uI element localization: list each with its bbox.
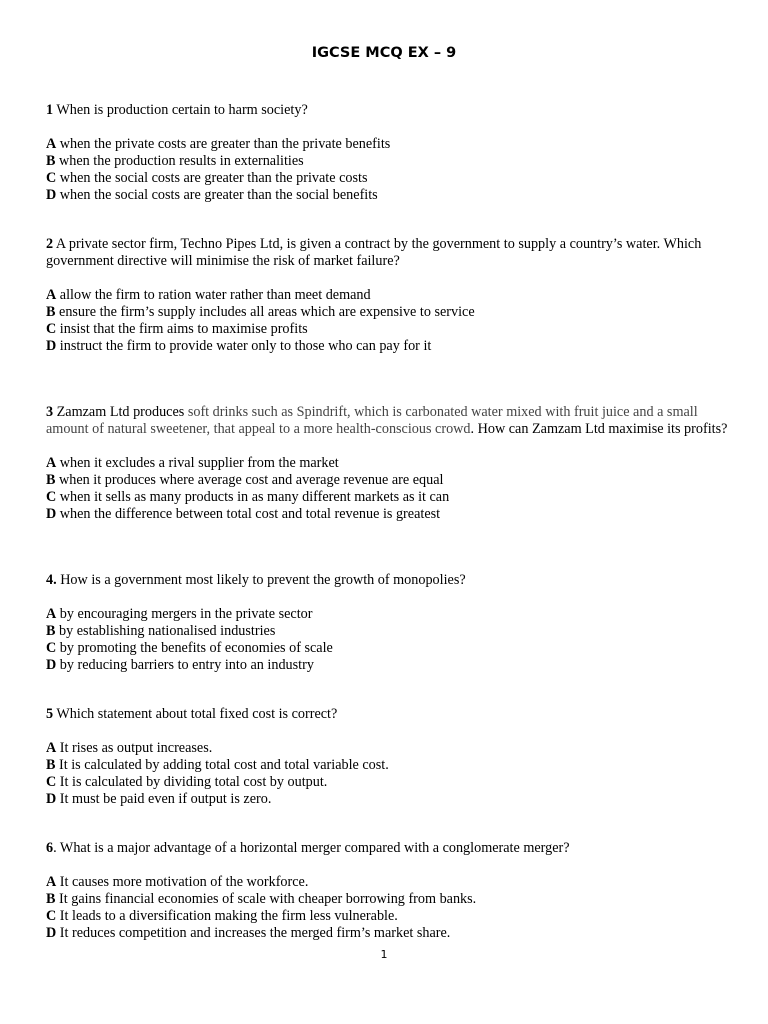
option-letter: D [46,187,57,203]
question-number: 4. [46,572,57,588]
question-stem [46,236,736,270]
question-text: A private sector firm, Techno Pipes Ltd, is given a contract by the government to supply a country’s water. Which government directive will minimise the risk of market failure? [46,236,702,269]
question-6 [46,840,736,942]
question-text: Which statement about total fixed cost is correct? [56,706,338,722]
option-text: when the social costs are greater than the social benefits [59,187,378,203]
question-text: How is a government most likely to prevent the growth of monopolies? [60,572,466,588]
option-text: when it excludes a rival supplier from the market [59,455,339,471]
question-5 [46,706,736,808]
option-c [46,489,736,506]
question-text-description: soft drinks such as Spindrift, which is carbonated water mixed with fruit juice and a small amount of natural sweetener, that appeal to a more health-conscious crowd [46,404,698,437]
question-stem [46,840,736,857]
option-a [46,606,736,623]
question-stem [46,102,736,119]
question-number: 2 [46,236,54,252]
question-number: 5 [46,706,54,722]
option-letter: A [46,606,57,622]
option-letter: A [46,455,57,471]
option-letter: C [46,774,57,790]
question-4 [46,572,736,674]
option-text: It must be paid even if output is zero. [59,791,272,807]
question-stem [46,572,736,589]
option-text: by reducing barriers to entry into an industry [59,657,314,673]
question-1 [46,102,736,204]
option-a [46,874,736,891]
option-c [46,170,736,187]
option-d [46,338,736,355]
question-number: 3 [46,404,54,420]
option-text: It rises as output increases. [59,740,213,756]
option-text: It reduces competition and increases the merged firm’s market share. [59,925,451,941]
option-d [46,187,736,204]
option-text: allow the firm to ration water rather than meet demand [59,287,371,303]
option-a [46,136,736,153]
question-text-end: . How can Zamzam Ltd maximise its profits? [470,421,728,437]
question-stem [46,404,736,438]
option-letter: A [46,740,57,756]
option-letter: B [46,757,56,773]
option-c [46,908,736,925]
option-text: by promoting the benefits of economies of scale [59,640,333,656]
question-text: When is production certain to harm society? [56,102,308,118]
option-letter: C [46,640,57,656]
question-number: 6 [46,840,54,856]
option-b [46,304,736,321]
option-text: when it sells as many products in as many different markets as it can [59,489,450,505]
option-text: It gains financial economies of scale with cheaper borrowing from banks. [59,891,477,907]
option-d [46,657,736,674]
option-letter: D [46,791,57,807]
option-b [46,472,736,489]
option-letter: B [46,891,56,907]
option-text: It leads to a diversification making the firm less vulnerable. [59,908,398,924]
option-text: when the production results in externalities [59,153,304,169]
option-letter: A [46,287,57,303]
option-b [46,757,736,774]
option-text: by establishing nationalised industries [59,623,276,639]
option-letter: D [46,657,57,673]
option-a [46,287,736,304]
question-3 [46,404,736,523]
option-letter: C [46,170,57,186]
option-c [46,774,736,791]
option-b [46,153,736,170]
option-letter: B [46,623,56,639]
option-d [46,925,736,942]
option-text: by encouraging mergers in the private sector [59,606,313,622]
option-text: when the difference between total cost and total revenue is greatest [59,506,441,522]
option-text: when the social costs are greater than the private costs [59,170,368,186]
option-d [46,791,736,808]
question-text: Zamzam Ltd produces [56,404,185,420]
option-letter: D [46,925,57,941]
option-text: when it produces where average cost and average revenue are equal [59,472,444,488]
page-number: 1 [380,948,388,961]
option-letter: A [46,136,57,152]
option-letter: D [46,338,57,354]
option-a [46,740,736,757]
option-text: when the private costs are greater than the private benefits [59,136,391,152]
option-c [46,321,736,338]
option-letter: A [46,874,57,890]
document-title: IGCSE MCQ EX – 9 [311,45,457,61]
question-text: . What is a major advantage of a horizontal merger compared with a conglomerate merger? [53,840,570,856]
option-letter: C [46,908,57,924]
option-text: It is calculated by dividing total cost by output. [59,774,328,790]
option-letter: B [46,472,56,488]
option-letter: B [46,153,56,169]
option-a [46,455,736,472]
option-letter: D [46,506,57,522]
option-letter: B [46,304,56,320]
option-d [46,506,736,523]
option-letter: C [46,321,57,337]
option-text: It causes more motivation of the workforce. [59,874,309,890]
option-text: instruct the firm to provide water only to those who can pay for it [59,338,432,354]
option-letter: C [46,489,57,505]
option-text: ensure the firm’s supply includes all areas which are expensive to service [59,304,475,320]
question-stem [46,706,736,723]
question-2 [46,236,736,355]
option-b [46,891,736,908]
option-text: insist that the firm aims to maximise profits [59,321,308,337]
option-text: It is calculated by adding total cost and total variable cost. [59,757,389,773]
option-b [46,623,736,640]
option-c [46,640,736,657]
question-number: 1 [46,102,54,118]
